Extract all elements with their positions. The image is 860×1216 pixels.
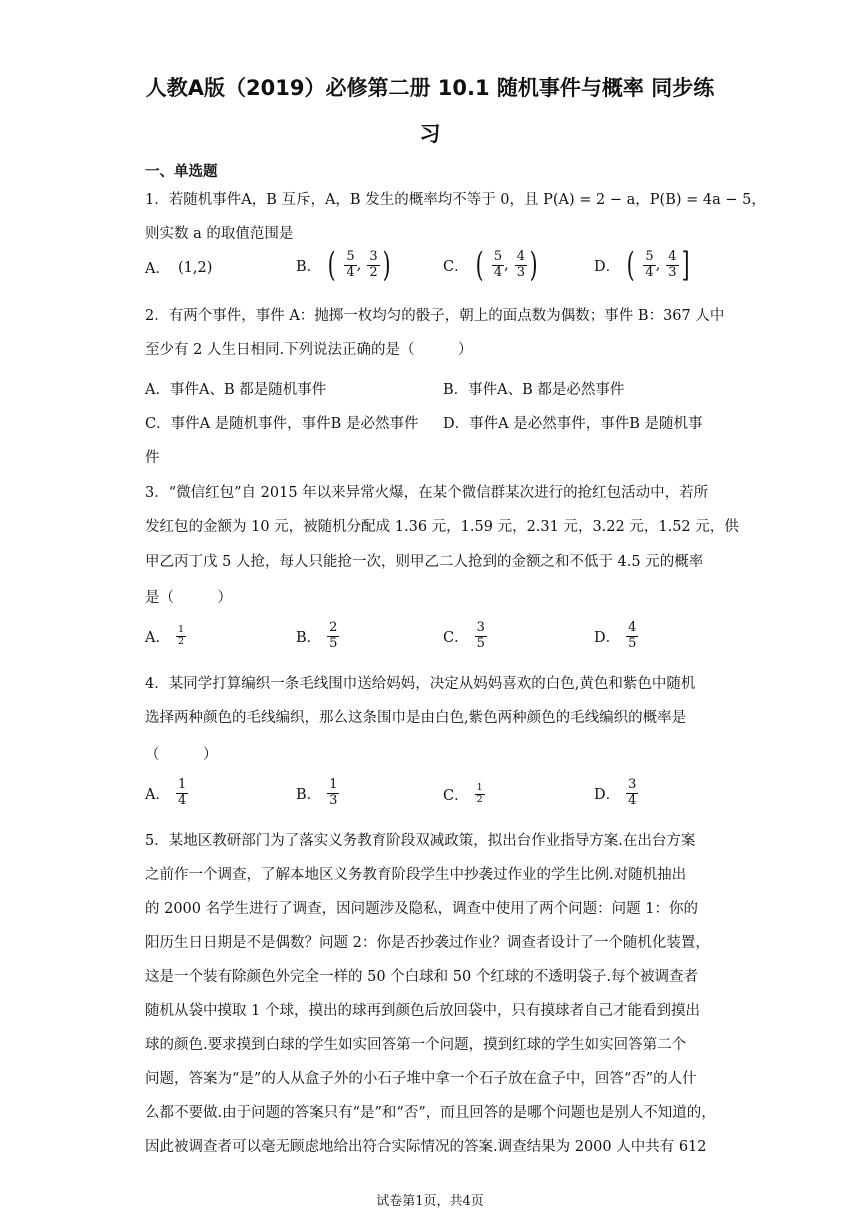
q3-option-d: D． $\frac{4}{5}$ xyxy=(594,620,637,651)
question-4-text-cont2: （ ） xyxy=(145,747,218,763)
q1-option-a: A． (1,2) xyxy=(145,259,213,277)
q1-option-c: C． ( $\frac{5}{4}$ , $\frac{4}{3}$ ) xyxy=(443,245,538,285)
question-5-line: 阳历生日日期是不是偶数？问题 2：你是否抄袭过作业？调查者设计了一个随机化装置， xyxy=(145,935,710,951)
q4-option-b: B． $\frac{1}{3}$ xyxy=(296,777,338,808)
q3-option-b: B． $\frac{2}{5}$ xyxy=(296,620,338,651)
page-footer: 试卷第1页，共4页 xyxy=(376,1194,484,1209)
page-title: 人教A版（2019）必修第二册 10.1 随机事件与概率 同步练 xyxy=(145,76,715,100)
question-5-line: 这是一个装有除颜色外完全一样的 50 个白球和 50 个红球的不透明袋子.每个被调查者 xyxy=(145,969,698,985)
q1-option-b: B． ( $\frac{5}{4}$ , $\frac{3}{2}$ ) xyxy=(296,245,391,285)
question-4-text: 4．某同学打算编织一条毛线围巾送给妈妈，决定从妈妈喜欢的白色,黄色和紫色中随机 xyxy=(145,676,696,692)
question-3-text-cont3: 是（ ） xyxy=(145,590,232,606)
question-5-line: 问题，答案为“是”的人从盒子外的小石子堆中拿一个石子放在盒子中，回答“否”的人什 xyxy=(145,1071,697,1087)
question-4-text-cont1: 选择两种颜色的毛线编织，那么这条围巾是由白色,紫色两种颜色的毛线编织的概率是 xyxy=(145,710,687,726)
question-1-text-cont: 则实数 a 的取值范围是 xyxy=(145,226,294,242)
q2-option-b: B．事件A、B 都是必然事件 xyxy=(443,382,625,398)
q4-option-d: D． $\frac{3}{4}$ xyxy=(594,777,637,808)
question-5-line: 的 2000 名学生进行了调查，因问题涉及隐私，调查中使用了两个问题：问题 1：你的 xyxy=(145,901,698,917)
question-3-text-cont1: 发红包的金额为 10 元，被随机分配成 1.36 元，1.59 元，2.31 元，3.22 元，1.52 元，供 xyxy=(145,519,739,535)
question-5-line: 之前作一个调查，了解本地区义务教育阶段学生中抄袭过作业的学生比例.对随机抽出 xyxy=(145,867,687,883)
question-5-line: 随机从袋中摸取 1 个球，摸出的球再到颜色后放回袋中，只有摸球者自己才能看到摸出 xyxy=(145,1003,700,1019)
question-3-text-cont2: 甲乙丙丁戊 5 人抢，每人只能抢一次，则甲乙二人抢到的金额之和不低于 4.5 元的概率 xyxy=(145,554,704,570)
q2-option-c: C．事件A 是随机事件，事件B 是必然事件 xyxy=(145,416,419,432)
question-5-line: 因此被调查者可以毫无顾虑地给出符合实际情况的答案.调查结果为 2000 人中共有 612 xyxy=(145,1139,707,1155)
q4-option-a: A． $\frac{1}{4}$ xyxy=(145,777,187,808)
question-1-text: 1．若随机事件A，B 互斥，A，B 发生的概率均不等于 0，且 P(A) = 2 − a，P(B) = 4a − 5， xyxy=(145,192,766,208)
question-2-text: 2．有两个事件，事件 A：抛掷一枚均匀的骰子，朝上的面点数为偶数；事件 B：367 人中 xyxy=(145,308,725,324)
question-5-line: 么都不要做.由于问题的答案只有“是”和“否”，而且回答的是哪个问题也是别人不知道的， xyxy=(145,1105,716,1121)
section-heading: 一、单选题 xyxy=(145,164,218,180)
q4-option-c: C． $\frac{1}{2}$ xyxy=(443,782,483,805)
page-title-cont: 习 xyxy=(419,122,441,146)
question-3-text: 3．“微信红包”自 2015 年以来异常火爆，在某个微信群某次进行的抢红包活动中，若所 xyxy=(145,485,709,501)
question-5-line: 5．某地区教研部门为了落实义务教育阶段双减政策，拟出台作业指导方案.在出台方案 xyxy=(145,833,696,849)
q1-option-d: D． ( $\frac{5}{4}$ , $\frac{4}{3}$ ] xyxy=(594,245,690,285)
q2-option-d-cont: 件 xyxy=(145,450,160,466)
q3-option-a: A． $\frac{1}{2}$ xyxy=(145,624,185,647)
q2-option-a: A．事件A、B 都是随机事件 xyxy=(145,382,327,398)
q3-option-c: C． $\frac{3}{5}$ xyxy=(443,620,485,651)
question-2-text-cont: 至少有 2 人生日相同.下列说法正确的是（ ） xyxy=(145,342,473,358)
q2-option-d: D．事件A 是必然事件，事件B 是随机事 xyxy=(443,416,703,432)
question-5-line: 球的颜色.要求摸到白球的学生如实回答第一个问题，摸到红球的学生如实回答第二个 xyxy=(145,1037,687,1053)
